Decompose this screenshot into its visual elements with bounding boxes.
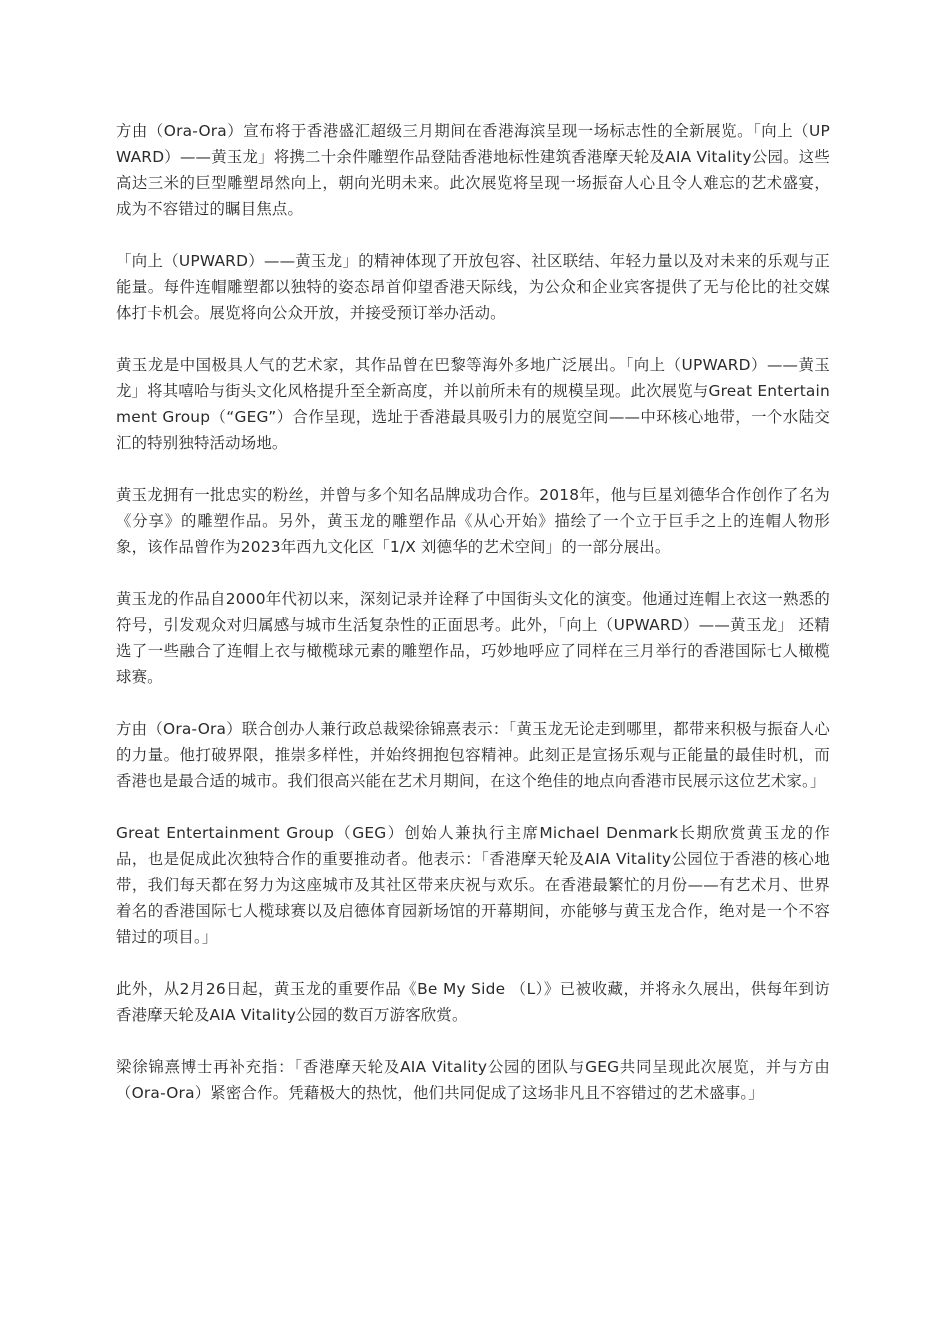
paragraph-ceo-quote: 方由（Ora-Ora）联合创办人兼行政总裁梁徐锦熹表示：「黄玉龙无论走到哪里，都带来积极与振奋人心的力量。他打破界限，推崇多样性，并始终拥抱包容精神。此刻正是宣扬乐观与正能量的最佳时机，而香港也是最合适的城市。我们很高兴能在艺术月期间，在这个绝佳的地点向香港市民展示这位艺术家。」 — [116, 720, 830, 790]
paragraph-street-culture: 黄玉龙的作品自2000年代初以来，深刻记录并诠释了中国街头文化的演变。他通过连帽上衣这一熟悉的符号，引发观众对归属感与城市生活复杂性的正面思考。此外，「向上（UPWARD）——黄玉龙」 还精选了一些融合了连帽上衣与橄榄球元素的雕塑作品，巧妙地呼应了同样在三月举行的香港国际七人橄榄球赛。 — [116, 590, 830, 686]
paragraph-permanent-work: 此外，从2月26日起，黄玉龙的重要作品《Be My Side （L）》已被收藏，并将永久展出，供每年到访香港摩天轮及AIA Vitality公园的数百万游客欣赏。 — [116, 980, 830, 1024]
paragraph-artist-intro: 黄玉龙是中国极具人气的艺术家，其作品曾在巴黎等海外多地广泛展出。「向上（UPWARD）——黄玉龙」将其嘻哈与街头文化风格提升至全新高度，并以前所未有的规模呈现。此次展览与Great Entertainment Group（“GEG”）合作呈现，选址于香港最具吸引力的展览空间——中环核心地带，一个水陆交汇的特别独特活动场地。 — [116, 356, 830, 452]
paragraph-announcement: 方由（Ora-Ora）宣布将于香港盛汇超级三月期间在香港海滨呈现一场标志性的全新展览。「向上（UPWARD）——黄玉龙」将携二十余件雕塑作品登陆香港地标性建筑香港摩天轮及AIA Vitality公园。这些高达三米的巨型雕塑昂然向上，朝向光明未来。此次展览将呈现一场振奋人心且令人难忘的艺术盛宴，成为不容错过的瞩目焦点。 — [116, 122, 830, 218]
article-body — [116, 118, 830, 1106]
paragraph-collaborations: 黄玉龙拥有一批忠实的粉丝，并曾与多个知名品牌成功合作。2018年，他与巨星刘德华合作创作了名为《分享》的雕塑作品。另外，黄玉龙的雕塑作品《从心开始》描绘了一个立于巨手之上的连帽人物形象，该作品曾作为2023年西九文化区「1/X 刘德华的艺术空间」的一部分展出。 — [116, 486, 830, 556]
paragraph-spirit: 「向上（UPWARD）——黄玉龙」的精神体现了开放包容、社区联结、年轻力量以及对未来的乐观与正能量。每件连帽雕塑都以独特的姿态昂首仰望香港天际线，为公众和企业宾客提供了无与伦比的社交媒体打卡机会。展览将向公众开放，并接受预订举办活动。 — [116, 252, 830, 322]
paragraph-geg-quote: Great Entertainment Group（GEG）创始人兼执行主席Michael Denmark长期欣赏黄玉龙的作品，也是促成此次独特合作的重要推动者。他表示：「香港摩天轮及AIA Vitality公园位于香港的核心地带，我们每天都在努力为这座城市及其社区带来庆祝与欢乐。在香港最繁忙的月份——有艺术月、世界着名的香港国际七人榄球赛以及启德体育园新场馆的开幕期间，亦能够与黄玉龙合作，绝对是一个不容错过的项目。」 — [116, 824, 830, 946]
paragraph-closing-quote: 梁徐锦熹博士再补充指：「香港摩天轮及AIA Vitality公园的团队与GEG共同呈现此次展览，并与方由（Ora-Ora）紧密合作。凭藉极大的热忱，他们共同促成了这场非凡且不容错过的艺术盛事。」 — [116, 1058, 830, 1102]
